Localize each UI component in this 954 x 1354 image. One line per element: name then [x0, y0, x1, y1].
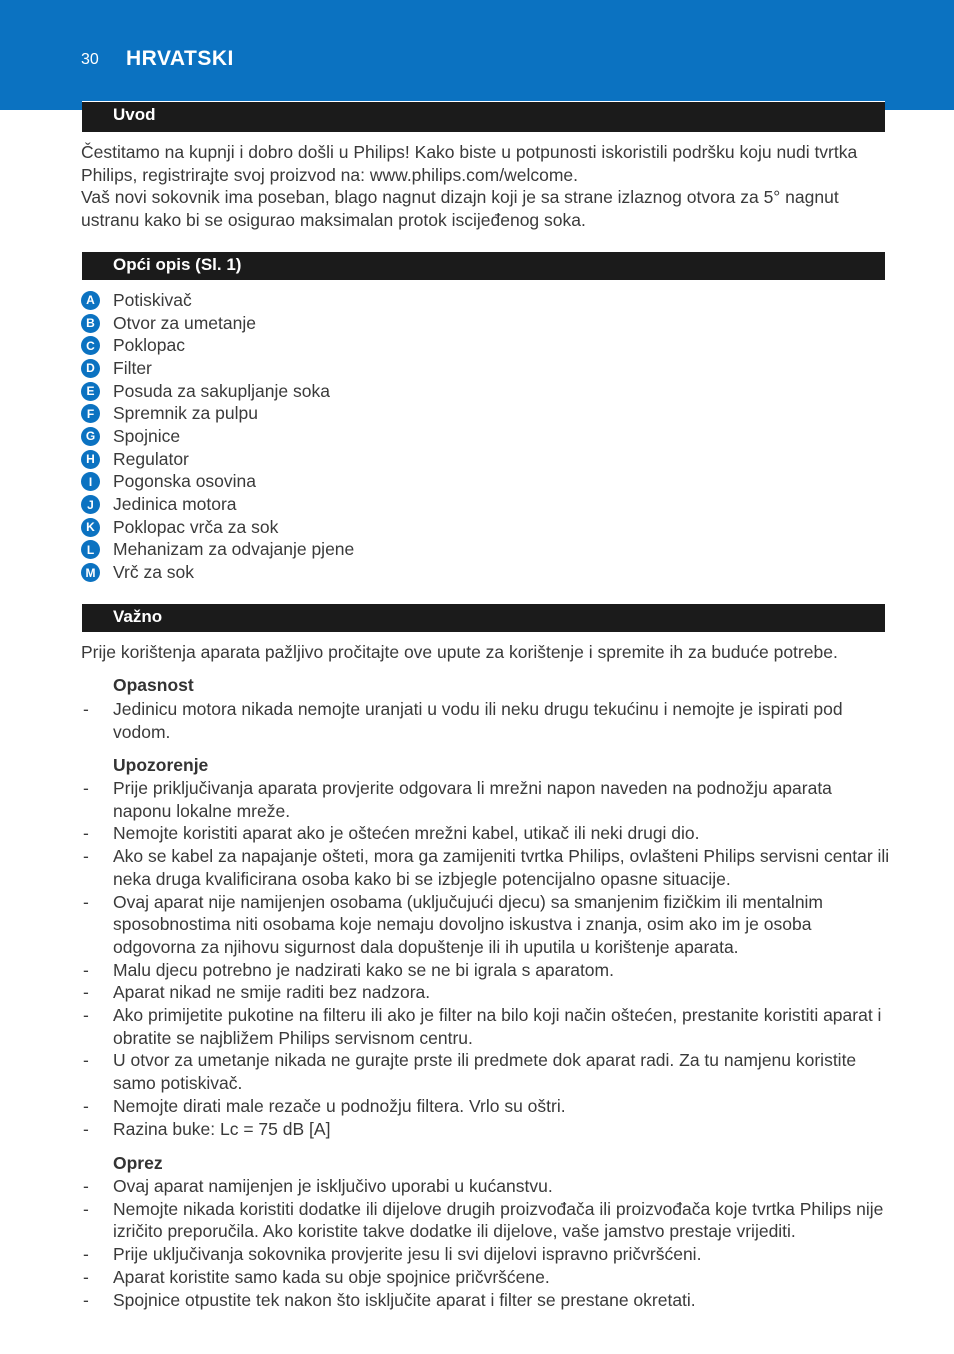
dash-marker: -	[83, 982, 89, 1003]
part-label: Vrč za sok	[113, 562, 195, 583]
bullet-text: Aparat nikad ne smije raditi bez nadzora.	[113, 982, 431, 1003]
part-letter-badge: F	[81, 404, 100, 423]
list-item	[81, 959, 891, 982]
dash-marker: -	[83, 1005, 89, 1026]
part-letter-badge: B	[81, 314, 100, 333]
vazno-intro: Prije korištenja aparata pažljivo pročitajte ove upute za korištenje i spremite ih za buduće potrebe.	[81, 642, 838, 662]
part-letter-badge: K	[81, 518, 100, 537]
language-title: HRVATSKI	[126, 47, 234, 70]
list-item	[81, 1049, 891, 1094]
bullet-text: Nemojte koristiti aparat ako je oštećen mrežni kabel, utikač ili neki drugi dio.	[113, 823, 700, 844]
list-item	[81, 357, 354, 380]
parts-list	[81, 289, 354, 584]
list-item	[81, 516, 354, 539]
part-letter-badge: J	[81, 495, 100, 514]
bullet-text: Nemojte nikada koristiti dodatke ili dijelove drugih proizvođača ili proizvođača koje tvrtka Philips nije izričito preporučila. Ako koristite takve dodatke ili dijelove, vaše jamstvo prestaje vrijediti.	[113, 1198, 884, 1242]
part-label: Posuda za sakupljanje soka	[113, 380, 330, 401]
list-item	[81, 822, 891, 845]
list-item	[81, 561, 354, 584]
part-label: Spremnik za pulpu	[113, 403, 258, 424]
page-number: 30	[81, 51, 99, 68]
oprez-list	[81, 1175, 891, 1311]
part-letter-badge: C	[81, 336, 100, 355]
opasnost-list	[81, 698, 891, 743]
list-item	[81, 493, 354, 516]
list-item	[81, 289, 354, 312]
list-item	[81, 1118, 891, 1141]
bullet-text: Spojnice otpustite tek nakon što isključite aparat i filter se prestane okretati.	[113, 1289, 696, 1310]
list-item	[81, 402, 354, 425]
list-item	[81, 1266, 891, 1289]
section-title-uvod: Uvod	[113, 105, 156, 124]
dash-marker: -	[83, 1244, 89, 1265]
dash-marker: -	[83, 699, 89, 719]
section-bar-uvod	[82, 101, 885, 132]
dash-marker: -	[83, 1095, 89, 1116]
part-label: Spojnice	[113, 425, 181, 446]
list-item	[81, 698, 891, 743]
upozorenje-list	[81, 777, 891, 1140]
page-header	[0, 0, 954, 110]
part-label: Regulator	[113, 448, 189, 469]
part-label: Otvor za umetanje	[113, 312, 256, 333]
opasnost-heading: Opasnost	[113, 675, 194, 695]
section-bar-vazno	[82, 604, 885, 632]
part-label: Mehanizam za odvajanje pjene	[113, 539, 355, 560]
bullet-text: U otvor za umetanje nikada ne gurajte prste ili predmete dok aparat radi. Za tu namjenu koristite samo potiskivač.	[113, 1050, 857, 1094]
list-item	[81, 1198, 891, 1243]
dash-marker: -	[83, 1266, 89, 1287]
bullet-text: Prije priključivanja aparata provjerite odgovara li mrežni napon naveden na podnožju aparata naponu lokalne mreže.	[113, 778, 832, 821]
list-item	[81, 1004, 891, 1049]
list-item	[81, 777, 891, 822]
uvod-paragraph-1: Čestitamo na kupnji i dobro došli u Philips! Kako biste u potpunosti iskoristili podršku koju nudi tvrtka Philips, registrirajte svoj proizvod na: www.philips.com/welcome.	[81, 142, 858, 185]
list-item	[81, 891, 891, 959]
list-item	[81, 1175, 891, 1198]
dash-marker: -	[83, 1176, 89, 1196]
section-bar-opis	[82, 252, 885, 280]
part-label: Poklopac vrča za sok	[113, 516, 279, 537]
part-letter-badge: H	[81, 450, 100, 469]
bullet-text: Prije uključivanja sokovnika provjerite jesu li svi dijelovi ispravno pričvršćeni.	[113, 1244, 702, 1265]
list-item	[81, 380, 354, 403]
part-label: Potiskivač	[113, 289, 192, 310]
part-label: Poklopac	[113, 335, 185, 356]
part-label: Pogonska osovina	[113, 471, 257, 492]
list-item	[81, 539, 354, 562]
list-item	[81, 312, 354, 335]
dash-marker: -	[83, 891, 89, 912]
dash-marker: -	[83, 778, 89, 798]
bullet-text: Razina buke: Lc = 75 dB [A]	[113, 1118, 331, 1139]
dash-marker: -	[83, 1289, 89, 1310]
part-letter-badge: I	[81, 472, 100, 491]
list-item	[81, 334, 354, 357]
uvod-paragraph-2: Vaš novi sokovnik ima poseban, blago nagnut dizajn koji je sa strane izlaznog otvora za 5° nagnut ustranu kako bi se osigurao maksimalan protok iscijeđenog soka.	[81, 187, 839, 230]
bullet-text: Malu djecu potrebno je nadzirati kako se ne bi igrala s aparatom.	[113, 959, 614, 980]
dash-marker: -	[83, 959, 89, 980]
dash-marker: -	[83, 823, 89, 844]
oprez-heading: Oprez	[113, 1153, 163, 1173]
section-title-opis: Opći opis (Sl. 1)	[113, 255, 242, 274]
part-letter-badge: L	[81, 540, 100, 559]
part-label: Jedinica motora	[113, 494, 237, 515]
part-letter-badge: E	[81, 382, 100, 401]
dash-marker: -	[83, 1050, 89, 1071]
upozorenje-heading: Upozorenje	[113, 755, 209, 775]
part-letter-badge: A	[81, 291, 100, 310]
list-item	[81, 1243, 891, 1266]
part-letter-badge: D	[81, 359, 100, 378]
part-letter-badge: G	[81, 427, 100, 446]
bullet-text: Jedinicu motora nikada nemojte uranjati u vodu ili neku drugu tekućinu i nemojte je ispirati pod vodom.	[113, 699, 843, 742]
list-item	[81, 981, 891, 1004]
dash-marker: -	[83, 1198, 89, 1219]
dash-marker: -	[83, 846, 89, 867]
part-letter-badge: M	[81, 563, 100, 582]
bullet-text: Ovaj aparat nije namijenjen osobama (uključujući djecu) sa smanjenim fizičkim ili mentalnim sposobnostima niti osobama koje nemaju dovoljno iskustva i znanja, osim ako im je osoba odgovorna za njihovu sigurnost dala dopuštenje ili ih uputila u korištenje aparata.	[113, 891, 824, 957]
list-item	[81, 1095, 891, 1118]
list-item	[81, 845, 891, 890]
list-item	[81, 448, 354, 471]
list-item	[81, 425, 354, 448]
bullet-text: Ovaj aparat namijenjen je isključivo uporabi u kućanstvu.	[113, 1176, 553, 1196]
part-label: Filter	[113, 357, 152, 378]
list-item	[81, 471, 354, 494]
section-title-vazno: Važno	[113, 607, 163, 626]
bullet-text: Ako se kabel za napajanje ošteti, mora ga zamijeniti tvrtka Philips, ovlašteni Philips servisni centar ili neka druga kvalificirana osoba kako bi se izbjegle potencijalno opasne situacije.	[113, 846, 890, 889]
bullet-text: Aparat koristite samo kada su obje spojnice pričvršćene.	[113, 1266, 550, 1287]
bullet-text: Nemojte dirati male rezače u podnožju filtera. Vrlo su oštri.	[113, 1095, 566, 1116]
list-item	[81, 1289, 891, 1312]
dash-marker: -	[83, 1118, 89, 1139]
bullet-text: Ako primijetite pukotine na filteru ili ako je filter na bilo koji način oštećen, prestanite koristiti aparat i obratite se najbližem Philips servisnom centru.	[113, 1005, 882, 1048]
